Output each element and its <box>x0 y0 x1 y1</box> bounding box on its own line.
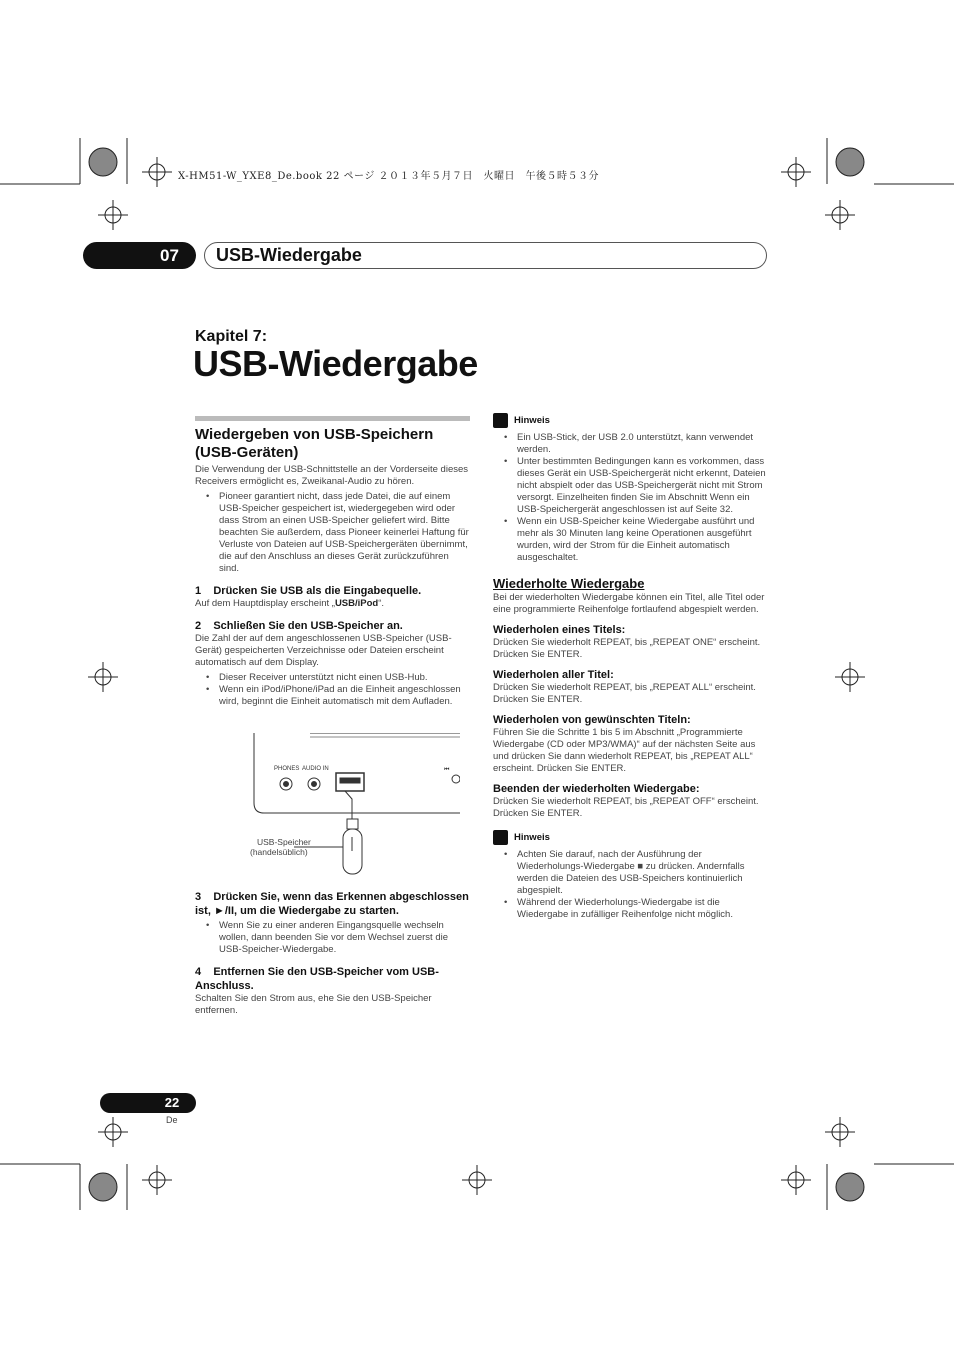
step3-heading: 3 Drücken Sie, wenn das Erkennen abgeschlossen ist, ►/II, um die Wiedergabe zu starten. <box>195 891 472 917</box>
intro-text: Die Verwendung der USB-Schnittstelle an der Vorderseite dieses Receivers ermöglicht es, Zweikanal-Audio zu hören. <box>195 464 469 487</box>
repeat-intro: Bei der wiederholten Wiedergabe können ein Titel, alle Titel oder eine programmierte Reihenfolge fortlaufend abgespielt werden. <box>493 592 765 615</box>
r4-text: Drücken Sie wiederholt REPEAT, bis „REPEAT OFF“ erscheint. Drücken Sie ENTER. <box>493 796 759 819</box>
hinweis-icon <box>493 830 508 845</box>
step2-heading: 2 Schließen Sie den USB-Speicher an. <box>195 620 403 632</box>
hinweis-bullet: • Unter bestimmten Bedingungen kann es vorkommen, dass dieses Gerät ein USB-Speichergerät nicht erkennt, Dateien nicht abspielt oder das USB-Speichergerät nicht mit Strom versorgt. Einzelheiten finden Sie im Abschnitt Wenn ein USB-Speichergerät angeschlossen ist auf Seite 32. <box>517 456 767 516</box>
page-title: USB-Wiedergabe <box>193 343 478 384</box>
hinweis-icon <box>493 413 508 428</box>
hinweis2-label: Hinweis <box>514 831 550 843</box>
skip-back-icon: ⏮ <box>444 767 450 773</box>
r3-text: Führen Sie die Schritte 1 bis 5 im Abschnitt „Programmierte Wiedergabe (CD oder MP3/WMA)“ auf der nächsten Seite aus und drücken Sie dann wiederholt REPEAT, bis „REPEAT ALL“ erscheint. Drücken Sie ENTER. <box>493 727 756 774</box>
step2-text: Die Zahl der auf dem angeschlossenen USB-Speicher (USB-Gerät) gespeicherten Verzeichnisse oder Dateien erscheint automatisch auf dem Display. <box>195 633 452 668</box>
step1-text: Auf dem Hauptdisplay erscheint „USB/iPod“. <box>195 598 385 609</box>
hinweis2-bullet: • Achten Sie darauf, nach der Ausführung der Wiederholungs-Wiedergabe ■ zu drücken. Andernfalls werden die Dateien des USB-Speichers kontinuierlich abgespielt. <box>517 849 767 897</box>
chapter-title: USB-Wiedergabe <box>216 245 362 265</box>
caption-handelsueblich: (handelsüblich) <box>250 847 308 857</box>
hinweis-bullet: • Ein USB-Stick, der USB 2.0 unterstützt, kann verwendet werden. <box>517 432 767 456</box>
right-column <box>493 413 767 921</box>
r1-text: Drücken Sie wiederholt REPEAT, bis „REPEAT ONE“ erscheint. Drücken Sie ENTER. <box>493 637 761 660</box>
step3-bullet: • Wenn Sie zu einer anderen Eingangsquelle wechseln wollen, dann beenden Sie vor dem Wechsel zuerst die USB-Speicher-Wiedergabe. <box>219 920 471 956</box>
hinweis2-bullet: • Während der Wiederholungs-Wiedergabe ist die Wiedergabe in zufälliger Reihenfolge nicht möglich. <box>517 897 767 921</box>
r4-heading: Beenden der wiederholten Wiedergabe: <box>493 783 700 795</box>
step4-text: Schalten Sie den Strom aus, ehe Sie den USB-Speicher entfernen. <box>195 993 432 1016</box>
label-phones: PHONES <box>274 766 300 772</box>
left-column <box>195 426 471 708</box>
section-title: Wiedergeben von USB-Speichern (USB-Geräten) <box>195 426 434 461</box>
left-column-lower <box>195 890 471 1017</box>
usb-connection-figure <box>240 733 460 883</box>
hinweis-header <box>493 413 767 428</box>
hinweis-label: Hinweis <box>514 414 550 426</box>
section-divider <box>195 416 470 421</box>
caption-usb-speicher: USB-Speicher <box>257 837 311 847</box>
page-language: De <box>166 1115 178 1125</box>
r3-heading: Wiederholen von gewünschten Titeln: <box>493 714 691 726</box>
step2-bullet: • Wenn ein iPod/iPhone/iPad an die Einheit angeschlossen wird, beginnt die Einheit automatisch mit dem Aufladen. <box>219 684 471 708</box>
step1-heading: 1 Drücken Sie USB als die Eingabequelle. <box>195 585 422 597</box>
hinweis-bullet: • Wenn ein USB-Speicher keine Wiedergabe ausführt und mehr als 30 Minuten lang keine Operationen ausgeführt wurden, wird der Strom für die Einheit automatisch ausgeschaltet. <box>517 516 767 564</box>
kapitel-label: Kapitel 7: <box>195 328 268 345</box>
step2-bullet: • Dieser Receiver unterstützt nicht einen USB-Hub. <box>219 672 471 684</box>
chapter-number: 07 <box>160 246 179 265</box>
repeat-title: Wiederholte Wiedergabe <box>493 576 645 591</box>
page-number: 22 <box>164 1095 180 1110</box>
r2-text: Drücken Sie wiederholt REPEAT, bis „REPEAT ALL“ erscheint. Drücken Sie ENTER. <box>493 682 756 705</box>
hinweis2-header <box>493 830 767 845</box>
label-audio-in: AUDIO IN <box>302 766 329 772</box>
intro-bullet: • Pioneer garantiert nicht, dass jede Datei, die auf einem USB-Speicher gespeichert ist, wiedergegeben wird oder dass Strom an einen USB-Speicher geliefert wird. Bitte beachten Sie außerdem, dass Pioneer keinerlei Haftung für Verluste von Dateien auf USB-Speichergeräten übernimmt, die auf den Anschluss an dieses Gerät zurückzuführen sind. <box>219 491 471 575</box>
r2-heading: Wiederholen aller Titel: <box>493 669 614 681</box>
r1-heading: Wiederholen eines Titels: <box>493 624 626 636</box>
step4-heading: 4 Entfernen Sie den USB-Speicher vom USB-Anschluss. <box>195 966 439 992</box>
print-header: X-HM51-W_YXE8_De.book 22 ページ ２０１３年５月７日 火曜日 午後５時５３分 <box>178 171 599 182</box>
